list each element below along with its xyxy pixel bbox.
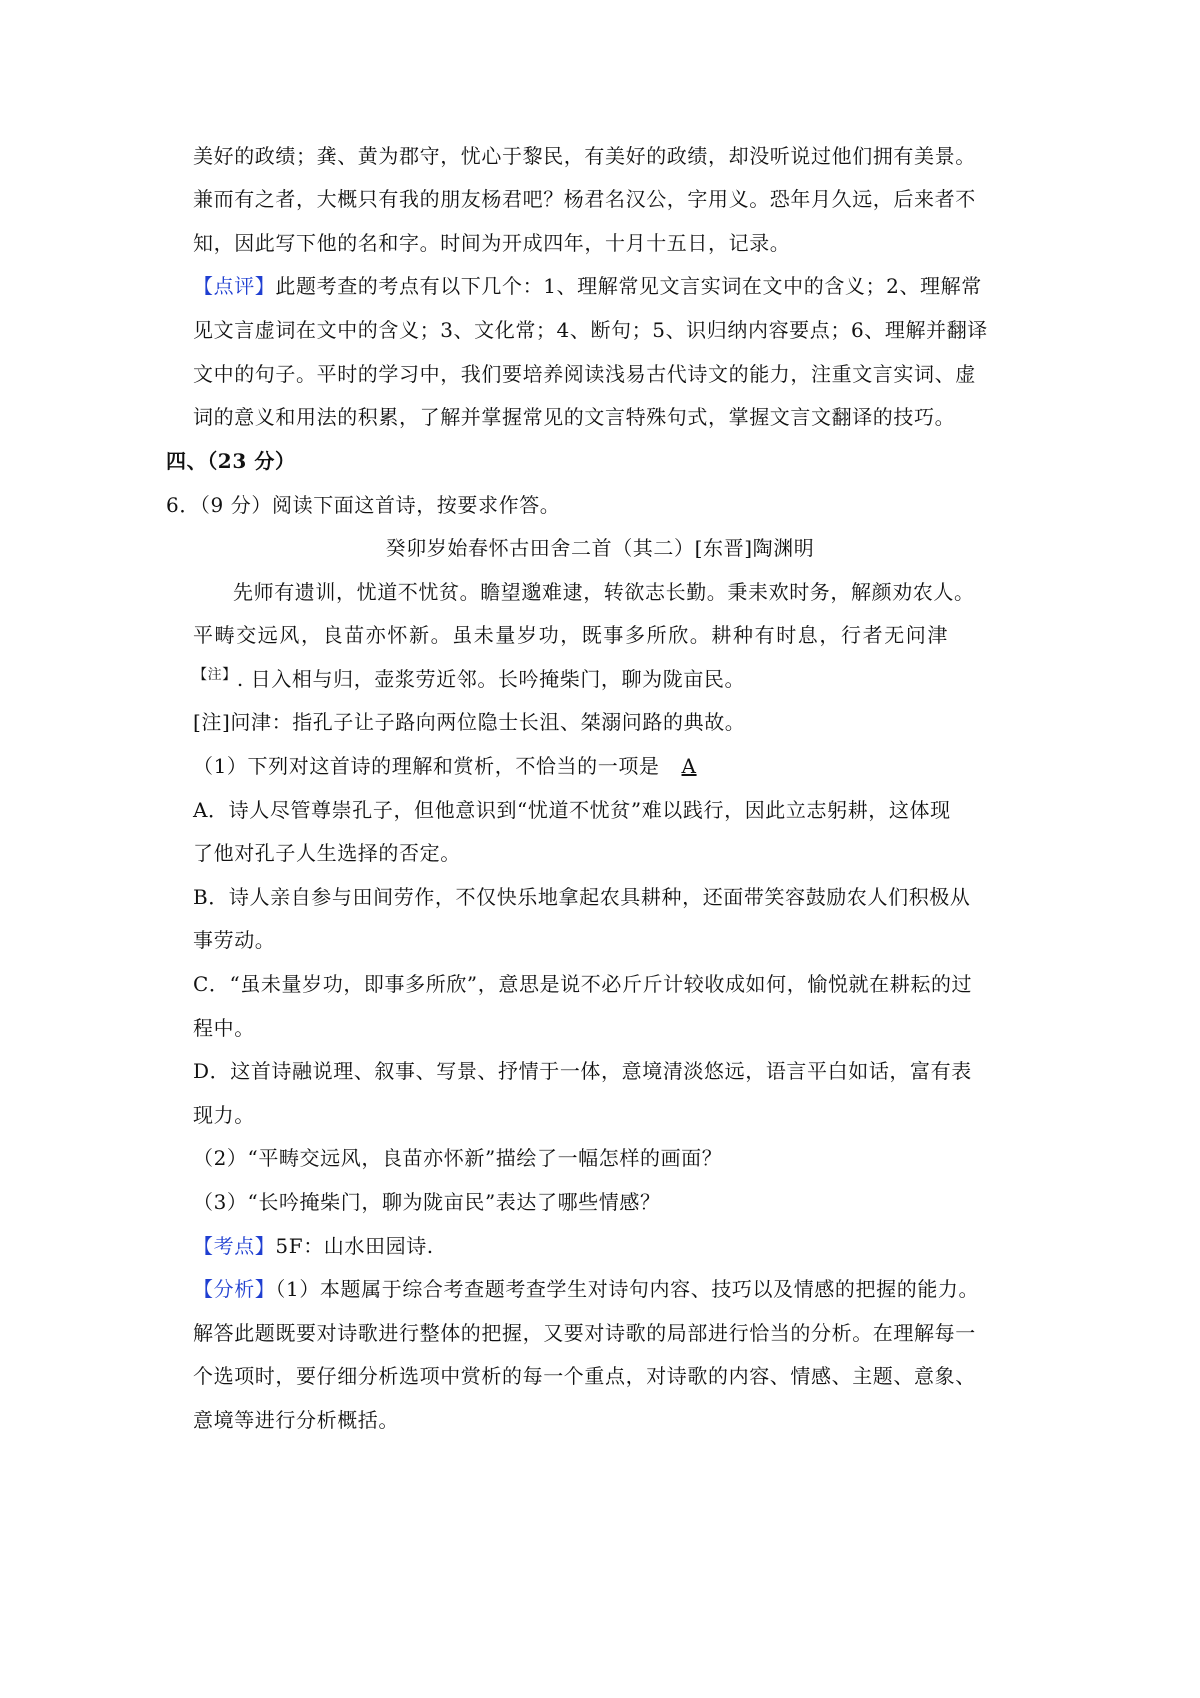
fenxi-tag: 【分析】 — [193, 1277, 276, 1301]
section-title: 四、（23 分） — [166, 449, 296, 473]
poem-title: 癸卯岁始春怀古田舍二首（其二）[东晋]陶渊明 — [385, 536, 815, 560]
poem-note-mark: 【注】 — [193, 667, 237, 683]
sub-question-3: （3）“长吟掩柴门，聊为陇亩民”表达了哪些情感？ — [193, 1190, 661, 1214]
kaodian-line — [193, 1231, 434, 1261]
passage-line: 美好的政绩；龚、黄为郡守，忧心于黎民，有美好的政绩，却没听说过他们拥有美景。 — [193, 144, 976, 168]
passage-line: 知，因此写下他的名和字。时间为开成四年，十月十五日，记录。 — [193, 231, 791, 255]
option-b-line: 事劳动。 — [193, 928, 276, 952]
kaodian-tag: 【考点】 — [193, 1234, 276, 1258]
poem-line — [193, 664, 745, 697]
poem-line-text: . 日入相与归，壶浆劳近邻。长吟掩柴门，聊为陇亩民。 — [236, 667, 746, 691]
poem-note: [注]问津：指孔子让子路向两位隐士长沮、桀溺问路的典故。 — [193, 710, 746, 734]
option-a-line: 了他对孔子人生选择的否定。 — [193, 841, 461, 865]
comment-line: 词的意义和用法的积累，了解并掌握常见的文言特殊句式，掌握文言文翻译的技巧。 — [193, 405, 956, 429]
option-a-line: A．诗人尽管尊崇孔子，但他意识到“忧道不忧贫”难以践行，因此立志躬耕，这体现 — [193, 798, 951, 822]
comment-line: 文中的句子。平时的学习中，我们要培养阅读浅易古代诗文的能力，注重文言实词、虚 — [193, 362, 976, 386]
question-header: 6．（9 分）阅读下面这首诗，按要求作答。 — [166, 493, 561, 517]
sub-question-1-text: （1）下列对这首诗的理解和赏析，不恰当的一项是 — [193, 754, 660, 778]
fenxi-line: 解答此题既要对诗歌进行整体的把握，又要对诗歌的局部进行恰当的分析。在理解每一 — [193, 1321, 976, 1345]
comment-line: 见文言虚词在文中的含义；3、文化常；4、断句；5、识归纳内容要点；6、理解并翻译 — [193, 318, 988, 342]
fenxi-line: 意境等进行分析概括。 — [193, 1408, 399, 1432]
option-b-line: B．诗人亲自参与田间劳作，不仅快乐地拿起农具耕种，还面带笑容鼓励农人们积极从 — [193, 885, 971, 909]
option-c-line: C．“虽未量岁功，即事多所欣”，意思是说不必斤斤计较收成如何，愉悦就在耕耘的过 — [193, 972, 973, 996]
comment-tag: 【点评】 — [193, 274, 276, 298]
option-d-line: D．这首诗融说理、叙事、写景、抒情于一体，意境清淡悠远，语言平白如话，富有表 — [193, 1059, 972, 1083]
option-d-line: 现力。 — [193, 1103, 255, 1127]
fenxi-text: （1）本题属于综合考查题考查学生对诗句内容、技巧以及情感的把握的能力。 — [275, 1277, 980, 1301]
sub-question-2: （2）“平畴交远风，良苗亦怀新”描绘了一幅怎样的画面？ — [193, 1146, 723, 1170]
sub-question-1 — [193, 751, 715, 781]
poem-line: 平畴交远风，良苗亦怀新。虽未量岁功，既事多所欣。耕种有时息，行者无问津 — [193, 623, 949, 647]
fenxi-line — [193, 1274, 979, 1304]
comment-line — [193, 271, 982, 301]
comment-text: 此题考查的考点有以下几个：1、理解常见文言实词在文中的含义；2、理解常 — [275, 274, 982, 298]
fenxi-line: 个选项时，要仔细分析选项中赏析的每一个重点，对诗歌的内容、情感、主题、意象、 — [193, 1364, 976, 1388]
kaodian-text: 5F：山水田园诗. — [275, 1234, 434, 1258]
option-c-line: 程中。 — [193, 1016, 255, 1040]
poem-line: 先师有遗训，忧道不忧贫。瞻望邈难逮，转欲志长勤。秉耒欢时务，解颜劝农人。 — [233, 580, 975, 604]
passage-line: 兼而有之者，大概只有我的朋友杨君吧？杨君名汉公，字用义。恐年月久远，后来者不 — [193, 187, 976, 211]
sub-question-1-answer: A — [681, 754, 697, 778]
